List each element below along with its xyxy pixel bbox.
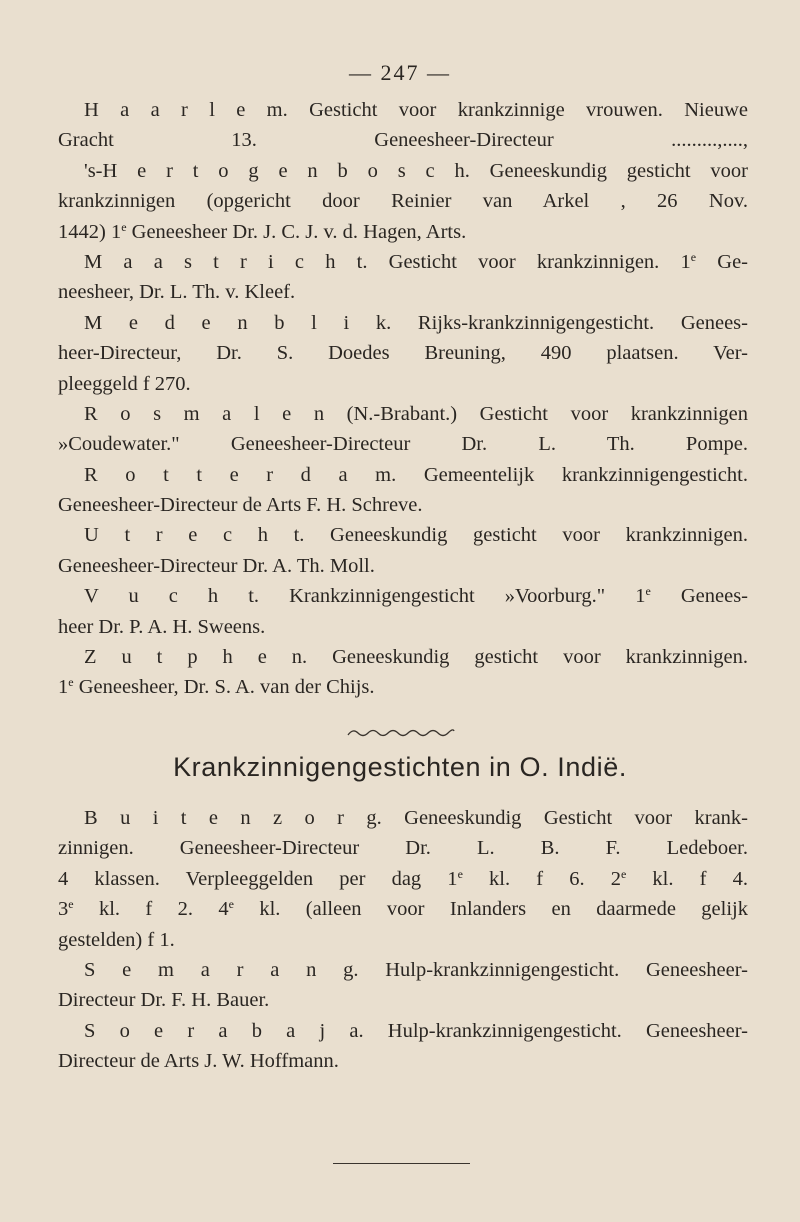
list-line: H a a r l e m. Gesticht voor krankzinnige vrouwen. Nieuwe (84, 99, 748, 121)
list-line: Geneesheer-Directeur de Arts F. H. Schreve. (58, 494, 423, 517)
list-line: heer-Directeur, Dr. S. Doedes Breuning, 490 plaatsen. Ver- (58, 342, 748, 365)
city-name: U t r e c h t. (84, 524, 305, 547)
list-line: M e d e n b l i k. Rijks-krankzinnigengesticht. Genees- (84, 311, 748, 334)
city-name: S e m a r a n g. (84, 958, 359, 981)
list-line: 3e kl. f 2. 4e kl. (alleen voor Inlanders en daarmede gelijk (58, 897, 748, 921)
list-line: U t r e c h t. Geneeskundig gesticht voor krankzinnigen. (84, 524, 748, 547)
list-line: V u c h t. Krankzinnigengesticht »Voorburg." 1e Genees- (84, 584, 748, 608)
list-line: pleeggeld f 270. (58, 372, 191, 395)
list-line: heer Dr. P. A. H. Sweens. (58, 615, 266, 638)
list-line: zinnigen. Geneesheer-Directeur Dr. L. B. F. Ledeboer. (58, 837, 748, 860)
section-heading: Krankzinnigengestichten in O. Indië. (173, 752, 627, 782)
city-name: M e d e n b l i k. (84, 311, 392, 334)
list-line: Geneesheer-Directeur Dr. A. Th. Moll. (58, 554, 375, 577)
list-line: R o s m a l e n (N.-Brabant.) Gesticht voor krankzinnigen (84, 402, 748, 425)
list-line: R o t t e r d a m. Gemeentelijk krankzinnigengesticht. (84, 463, 748, 486)
city-name: H a a r l e m. (84, 99, 288, 121)
city-name: R o s m a l e n (84, 402, 325, 425)
list-line: 's-H e r t o g e n b o s c h. Geneeskundig gesticht voor (84, 159, 748, 182)
list-line: S e m a r a n g. Hulp-krankzinnigengesticht. Geneesheer- (84, 958, 748, 981)
asylum-list-netherlands (58, 95, 748, 703)
city-name: S o e r a b a j a. (84, 1019, 364, 1042)
list-line: gestelden) f 1. (58, 928, 175, 951)
list-line: Directeur de Arts J. W. Hoffmann. (58, 1050, 339, 1073)
page-number: — 247 — (349, 60, 451, 85)
wave-ornament-icon (346, 726, 456, 740)
list-line: Gracht 13. Geneesheer-Directeur .........,...., (58, 129, 748, 152)
list-line: 1e Geneesheer, Dr. S. A. van der Chijs. (58, 675, 375, 699)
list-line: M a a s t r i c h t. Gesticht voor krankzinnigen. 1e Ge- (84, 249, 748, 273)
city-name: B u i t e n z o r g. (84, 807, 382, 829)
list-line: S o e r a b a j a. Hulp-krankzinnigengesticht. Geneesheer- (84, 1019, 749, 1042)
list-line: Directeur Dr. F. H. Bauer. (58, 989, 270, 1012)
list-line: Z u t p h e n. Geneeskundig gesticht voor krankzinnigen. (84, 646, 748, 669)
list-line: 1442) 1e Geneesheer Dr. J. C. J. v. d. Hagen, Arts. (58, 219, 467, 243)
list-line: neesheer, Dr. L. Th. v. Kleef. (58, 281, 296, 304)
asylum-list-east-indies (58, 803, 748, 1077)
list-line: B u i t e n z o r g. Geneeskundig Gesticht voor krank- (84, 807, 749, 829)
end-rule (333, 1163, 470, 1164)
list-line: krankzinnigen (opgericht door Reinier van Arkel , 26 Nov. (58, 190, 748, 213)
list-line: 4 klassen. Verpleeggelden per dag 1e kl. f 6. 2e kl. f 4. (58, 866, 748, 890)
city-name: V u c h t. (84, 585, 260, 608)
list-line: »Coudewater." Geneesheer-Directeur Dr. L. Th. Pompe. (58, 433, 748, 456)
city-name: 's-H e r t o g e n b o s c h. (84, 159, 470, 182)
city-name: R o t t e r d a m. (84, 463, 397, 486)
city-name: M a a s t r i c h t. (84, 250, 368, 273)
city-name: Z u t p h e n. (84, 646, 308, 669)
